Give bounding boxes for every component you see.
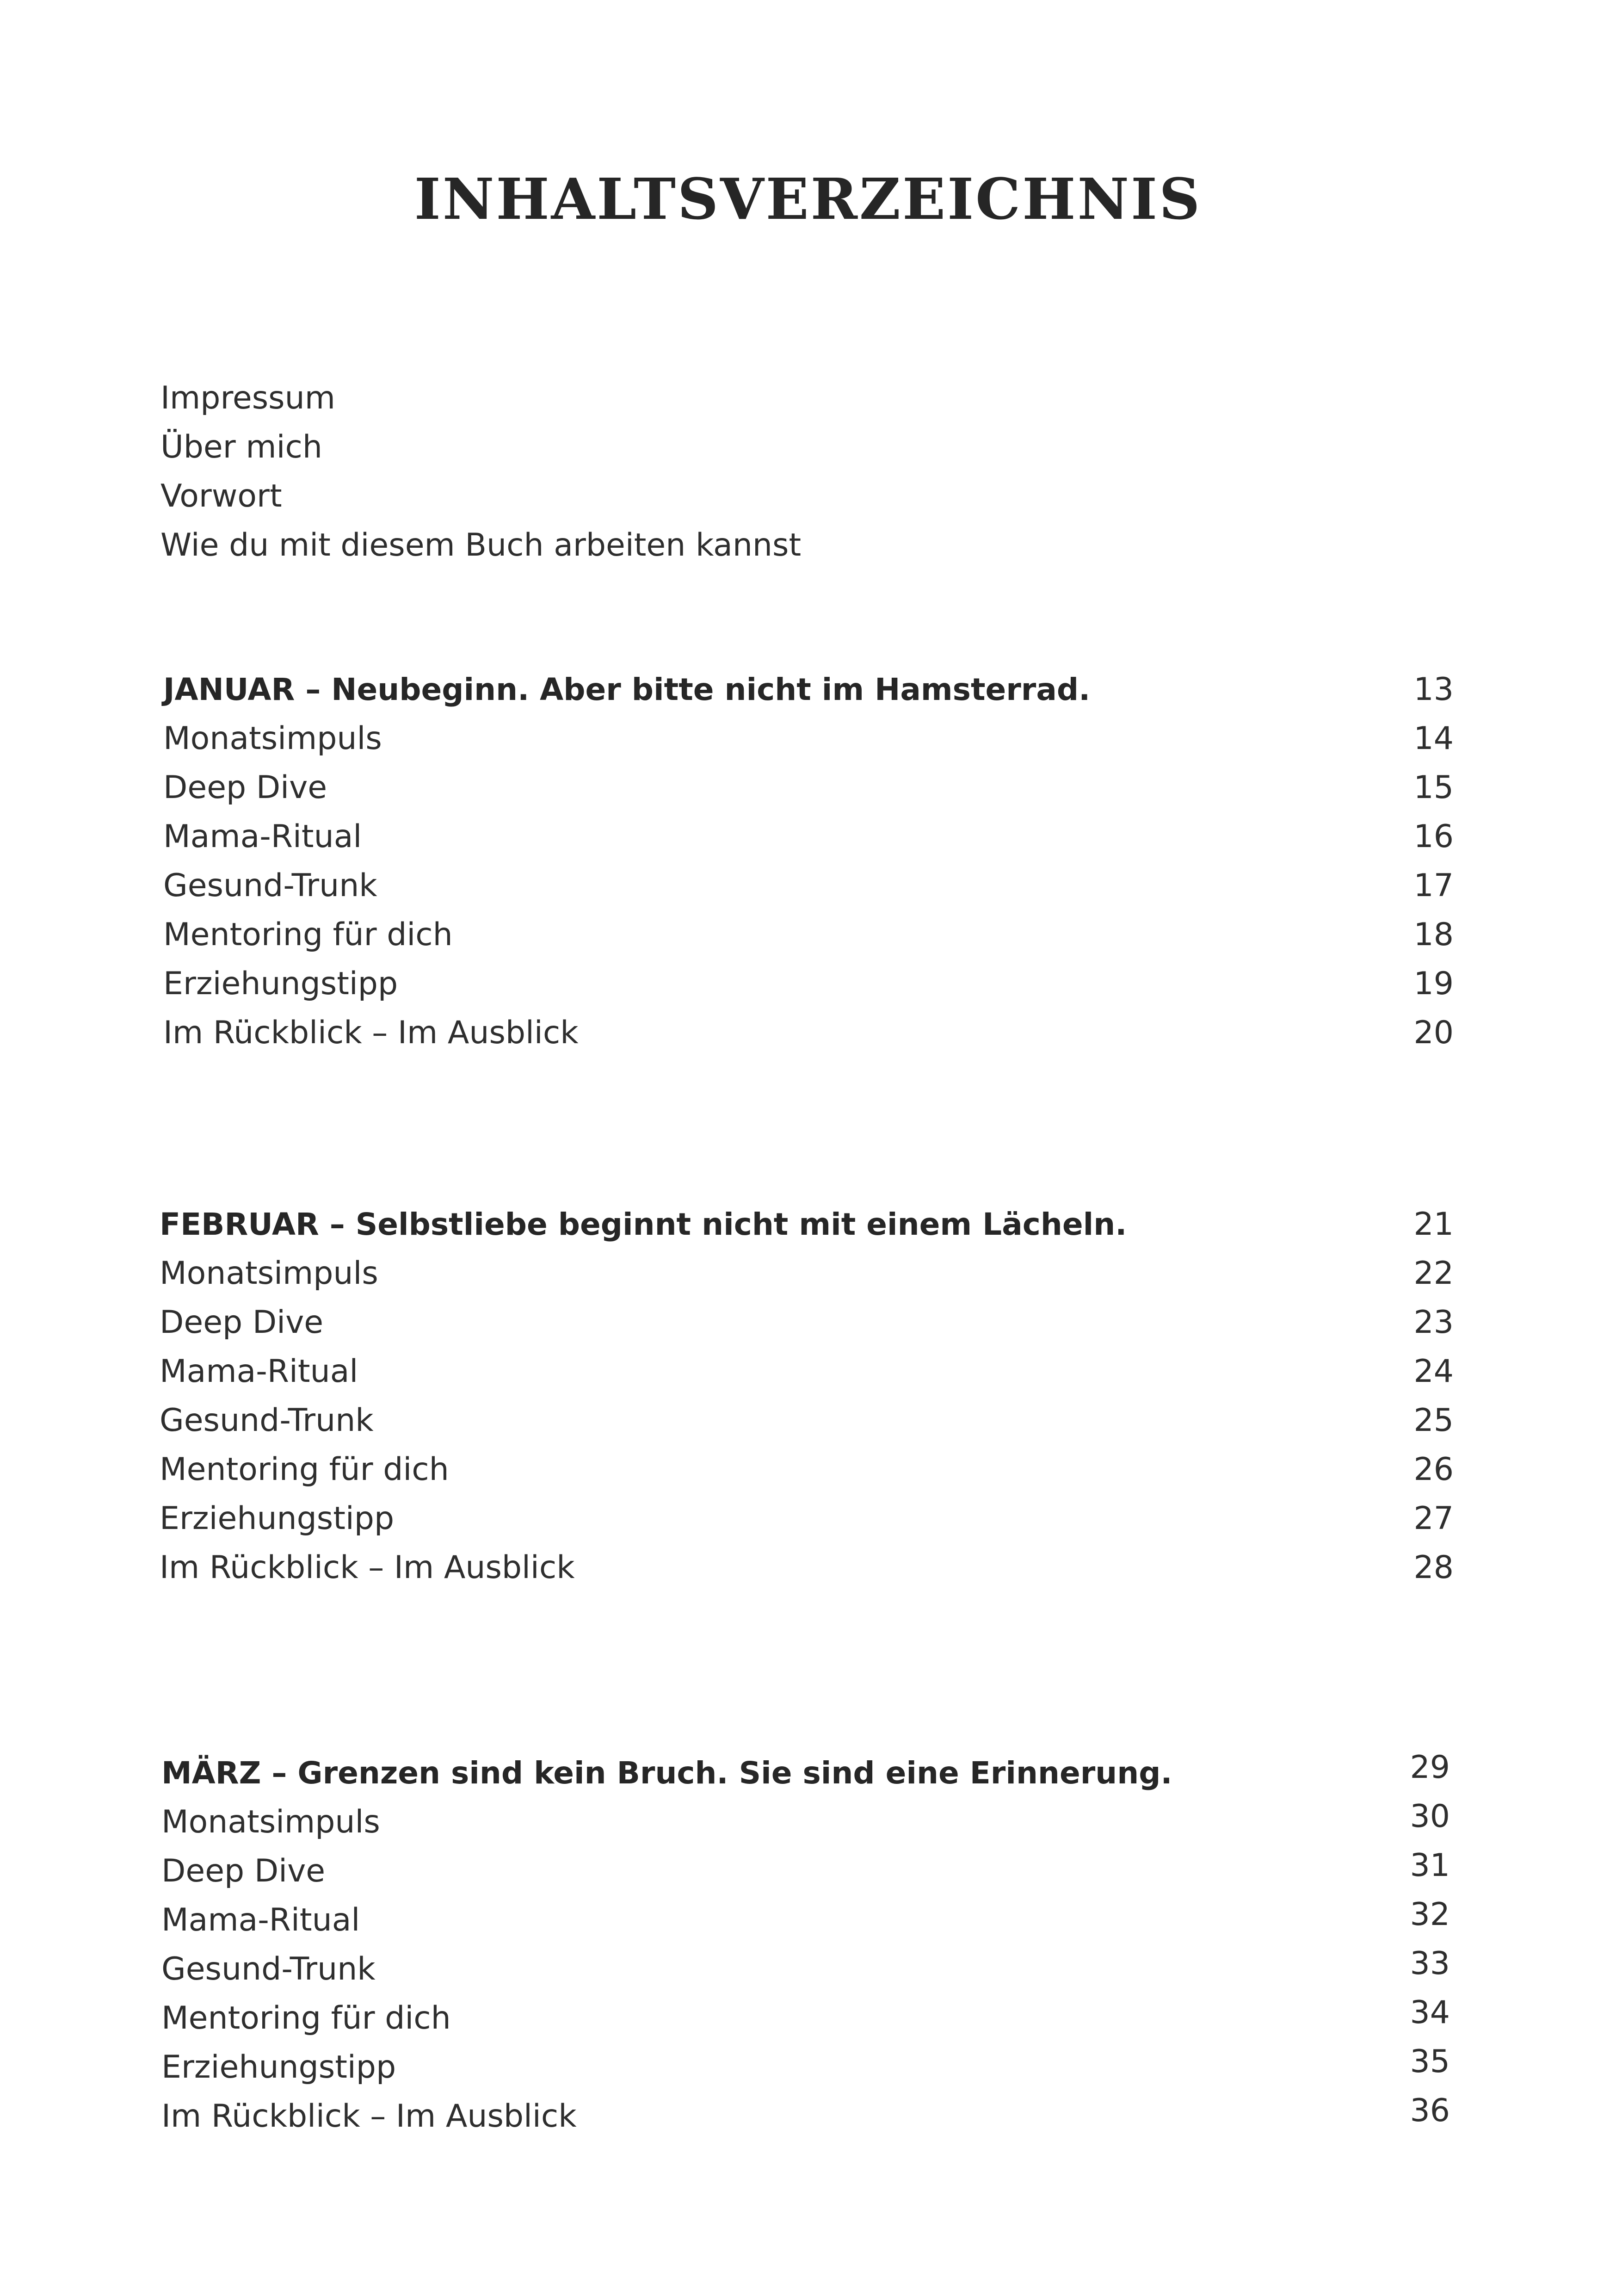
page-title: INHALTSVERZEICHNIS	[414, 166, 1202, 232]
toc-entry	[161, 1945, 1450, 1994]
toc-section-februar	[160, 1200, 1454, 1592]
entry-label: Im Rückblick – Im Ausblick	[160, 1549, 575, 1586]
entry-label: Deep Dive	[160, 1304, 324, 1341]
page-number: 36	[1410, 2092, 1450, 2129]
entry-label: Erziehungstipp	[161, 2049, 396, 2086]
page-number: 20	[1413, 1015, 1454, 1051]
toc-entry	[161, 2092, 1450, 2141]
page-number: 17	[1413, 867, 1454, 904]
toc-entry	[161, 1994, 1450, 2043]
entry-label: Gesund-Trunk	[163, 867, 377, 904]
toc-entry	[160, 1543, 1454, 1592]
entry-label: Mentoring für dich	[161, 2000, 451, 2036]
toc-entry	[161, 1798, 1450, 1847]
entry-label: Erziehungstipp	[160, 1500, 395, 1537]
entry-label: Erziehungstipp	[163, 965, 398, 1002]
toc-section-heading	[161, 1749, 1450, 1798]
page-number: 31	[1410, 1847, 1450, 1884]
page-number: 15	[1413, 769, 1454, 806]
page-number: 24	[1413, 1353, 1454, 1390]
toc-entry	[161, 1847, 1450, 1896]
toc-entry	[160, 1494, 1454, 1543]
toc-entry	[160, 1396, 1454, 1445]
toc-entry	[163, 714, 1454, 763]
section-heading-label: MÄRZ – Grenzen sind kein Bruch. Sie sind eine Erinnerung.	[161, 1755, 1172, 1791]
toc-entry	[163, 812, 1454, 861]
page-number: 32	[1410, 1896, 1450, 1933]
intro-list	[160, 374, 801, 570]
section-heading-label: FEBRUAR – Selbstliebe beginnt nicht mit einem Lächeln.	[160, 1207, 1127, 1242]
toc-section-heading	[163, 665, 1454, 714]
toc-section-heading	[160, 1200, 1454, 1249]
page-number: 16	[1413, 818, 1454, 855]
toc-entry	[163, 861, 1454, 910]
page-number: 30	[1410, 1798, 1450, 1835]
entry-label: Deep Dive	[161, 1853, 326, 1889]
page-number: 34	[1410, 1994, 1450, 2031]
toc-entry	[163, 959, 1454, 1009]
entry-label: Deep Dive	[163, 769, 327, 806]
toc-entry	[163, 1009, 1454, 1058]
toc-section-januar	[163, 665, 1454, 1058]
toc-section-maerz	[161, 1749, 1450, 2141]
entry-label: Im Rückblick – Im Ausblick	[163, 1015, 579, 1051]
entry-label: Gesund-Trunk	[160, 1402, 374, 1439]
entry-label: Mama-Ritual	[160, 1353, 358, 1390]
toc-entry-buch-arbeiten: Wie du mit diesem Buch arbeiten kannst	[160, 527, 802, 563]
page-number: 35	[1410, 2043, 1450, 2080]
page-number: 33	[1410, 1945, 1450, 1982]
page-number: 18	[1413, 916, 1454, 953]
section-heading-label: JANUAR – Neubeginn. Aber bitte nicht im Hamsterrad.	[163, 672, 1091, 707]
page-number: 19	[1413, 965, 1454, 1002]
page-number: 29	[1410, 1749, 1450, 1786]
entry-label: Mama-Ritual	[161, 1902, 360, 1938]
page-number: 26	[1413, 1451, 1454, 1488]
toc-entry	[161, 1896, 1450, 1945]
page-number: 27	[1413, 1500, 1454, 1537]
toc-entry	[160, 1445, 1454, 1494]
entry-label: Monatsimpuls	[163, 720, 382, 757]
entry-label: Mentoring für dich	[160, 1451, 449, 1488]
toc-entry-vorwort: Vorwort	[160, 478, 282, 514]
page-number: 23	[1413, 1304, 1454, 1341]
toc-entry	[163, 763, 1454, 812]
toc-entry	[161, 2043, 1450, 2092]
entry-label: Monatsimpuls	[160, 1255, 378, 1292]
page-number: 21	[1413, 1206, 1454, 1243]
entry-label: Monatsimpuls	[161, 1804, 380, 1840]
toc-entry	[160, 1298, 1454, 1347]
entry-label: Mentoring für dich	[163, 916, 453, 953]
entry-label: Gesund-Trunk	[161, 1951, 376, 1987]
toc-entry-ueber-mich: Über mich	[160, 429, 322, 465]
page-number: 25	[1413, 1402, 1454, 1439]
toc-entry	[160, 1249, 1454, 1298]
toc-entry	[160, 1347, 1454, 1396]
toc-entry-impressum: Impressum	[160, 380, 335, 416]
page-number: 22	[1413, 1255, 1454, 1292]
entry-label: Mama-Ritual	[163, 818, 362, 855]
page-number: 28	[1413, 1549, 1454, 1586]
page-number: 13	[1413, 671, 1454, 708]
toc-entry	[163, 910, 1454, 959]
page-number: 14	[1413, 720, 1454, 757]
entry-label: Im Rückblick – Im Ausblick	[161, 2098, 577, 2135]
